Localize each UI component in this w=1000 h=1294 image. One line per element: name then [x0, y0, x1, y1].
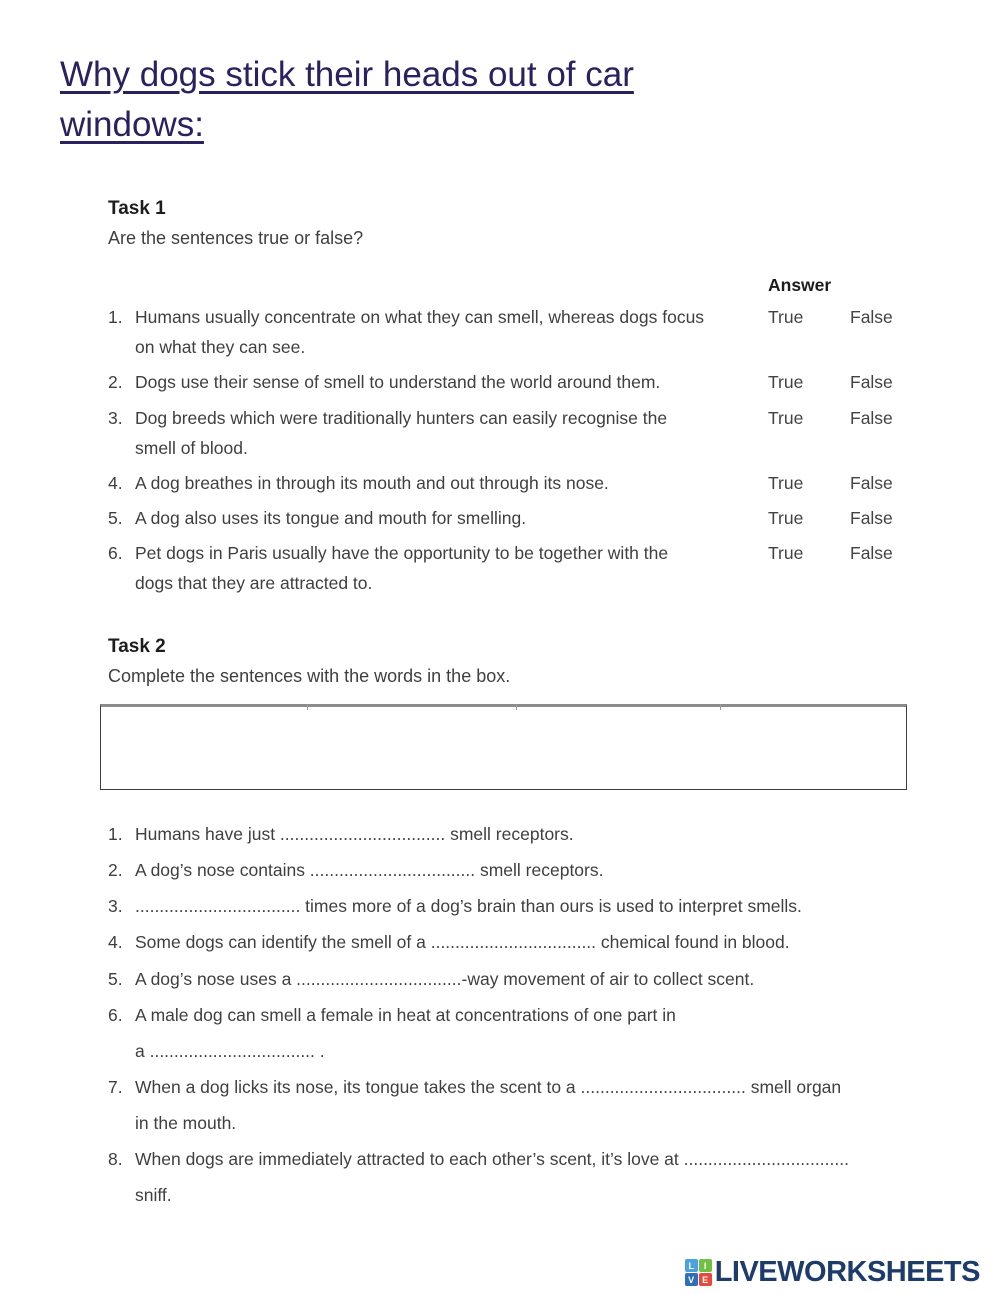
question-number: 5. [108, 507, 123, 528]
sentence-text-line: Humans have just .................................. smell receptors. [135, 824, 574, 845]
question-text-line: on what they can see. [135, 337, 306, 358]
task2-sentence-row [108, 924, 905, 960]
sentence-text [135, 1069, 905, 1141]
question-number: 1. [108, 307, 123, 328]
word-box-divider-remnant [307, 704, 308, 710]
task2-sentence-row [108, 1141, 905, 1213]
sentence-number: 2. [108, 860, 123, 881]
sentence-number: 3. [108, 896, 123, 917]
sentence-text [135, 888, 905, 924]
sentence-number: 6. [108, 1004, 123, 1025]
task2-heading: Task 2 [108, 636, 166, 658]
question-text-line: Pet dogs in Paris usually have the opportunity to be together with the [135, 542, 669, 563]
sentence-text-line: A dog’s nose contains .................................. smell receptors. [135, 860, 604, 881]
worksheet-content [108, 198, 905, 1213]
task1-question-row [108, 503, 905, 533]
sentence-text-line: A dog’s nose uses a ..................................-way movement of air to collect scent. [135, 968, 755, 989]
sentence-text-line: Some dogs can identify the smell of a .................................. chemical found in blood. [135, 932, 790, 953]
task1-instructions: Are the sentences true or false? [108, 227, 364, 248]
question-number: 3. [108, 407, 123, 428]
sentence-text-line: When dogs are immediately attracted to each other’s scent, it’s love at .................................. [135, 1148, 849, 1169]
task1-question-row [108, 403, 905, 463]
sentence-number: 4. [108, 932, 123, 953]
task1-heading: Task 1 [108, 198, 166, 220]
true-option[interactable]: True [768, 542, 804, 563]
question-text-line: Dogs use their sense of smell to understand the world around them. [135, 372, 661, 393]
true-option[interactable]: True [768, 372, 804, 393]
liveworksheets-logo-text: LIVEWORKSHEETS [714, 1256, 980, 1288]
false-option[interactable]: False [850, 542, 893, 563]
sentence-text [135, 852, 905, 888]
sentence-text [135, 924, 905, 960]
sentence-text-line: in the mouth. [135, 1112, 237, 1133]
page-title-line-2: windows: [60, 105, 204, 145]
question-text [135, 503, 768, 533]
task2-sentence-row [108, 1069, 905, 1141]
sentence-text [135, 997, 905, 1069]
liveworksheets-watermark [685, 1258, 980, 1287]
question-number: 2. [108, 372, 123, 393]
true-option[interactable]: True [768, 307, 804, 328]
task2-sentences [108, 816, 905, 1213]
task2-sentence-row [108, 816, 905, 852]
liveworksheets-logo-icon [685, 1259, 712, 1286]
question-text-line: dogs that they are attracted to. [135, 573, 373, 594]
false-option[interactable]: False [850, 507, 893, 528]
answer-column-header: Answer [768, 275, 832, 296]
question-text [135, 302, 768, 362]
false-option[interactable]: False [850, 407, 893, 428]
logo-tile-i: I [699, 1259, 712, 1272]
task1-question-row [108, 302, 905, 362]
task1-question-row [108, 538, 905, 598]
page-title [60, 50, 920, 150]
sentence-text-line: When a dog licks its nose, its tongue takes the scent to a .................................. smell organ [135, 1076, 842, 1097]
logo-tile-v: V [685, 1273, 698, 1286]
false-option[interactable]: False [850, 372, 893, 393]
true-option[interactable]: True [768, 507, 804, 528]
true-option[interactable]: True [768, 472, 804, 493]
question-text [135, 403, 768, 463]
question-text-line: smell of blood. [135, 437, 248, 458]
false-option[interactable]: False [850, 472, 893, 493]
page-title-line-1: Why dogs stick their heads out of car [60, 55, 634, 94]
task1-section [108, 198, 905, 598]
question-text [135, 538, 768, 598]
sentence-number: 1. [108, 824, 123, 845]
task1-question-row [108, 468, 905, 498]
true-option[interactable]: True [768, 407, 804, 428]
false-option[interactable]: False [850, 307, 893, 328]
sentence-text [135, 961, 905, 997]
sentence-text-line: sniff. [135, 1184, 172, 1205]
question-text [135, 468, 768, 498]
task2-section [108, 636, 905, 1213]
sentence-text-line: .................................. times more of a dog’s brain than ours is used to interpret smells. [135, 896, 802, 917]
task2-instructions: Complete the sentences with the words in the box. [108, 665, 511, 686]
sentence-text-line: a .................................. . [135, 1040, 325, 1061]
question-text-line: Dog breeds which were traditionally hunters can easily recognise the [135, 407, 668, 428]
question-text-line: Humans usually concentrate on what they can smell, whereas dogs focus [135, 307, 705, 328]
question-text-line: A dog also uses its tongue and mouth for smelling. [135, 507, 527, 528]
word-box-divider-remnant [720, 704, 721, 710]
word-bank-box [100, 704, 907, 790]
sentence-number: 7. [108, 1076, 123, 1097]
task2-sentence-row [108, 997, 905, 1069]
task2-sentence-row [108, 852, 905, 888]
sentence-text-line: A male dog can smell a female in heat at concentrations of one part in [135, 1004, 676, 1025]
word-box-divider-remnant [516, 704, 517, 710]
sentence-number: 8. [108, 1148, 123, 1169]
question-text [135, 367, 768, 397]
logo-tile-l: L [685, 1259, 698, 1272]
sentence-text [135, 816, 905, 852]
sentence-number: 5. [108, 968, 123, 989]
task2-sentence-row [108, 961, 905, 997]
task2-sentence-row [108, 888, 905, 924]
question-number: 6. [108, 542, 123, 563]
sentence-text [135, 1141, 905, 1213]
task1-question-row [108, 367, 905, 397]
question-text-line: A dog breathes in through its mouth and out through its nose. [135, 472, 609, 493]
logo-tile-e: E [699, 1273, 712, 1286]
question-number: 4. [108, 472, 123, 493]
